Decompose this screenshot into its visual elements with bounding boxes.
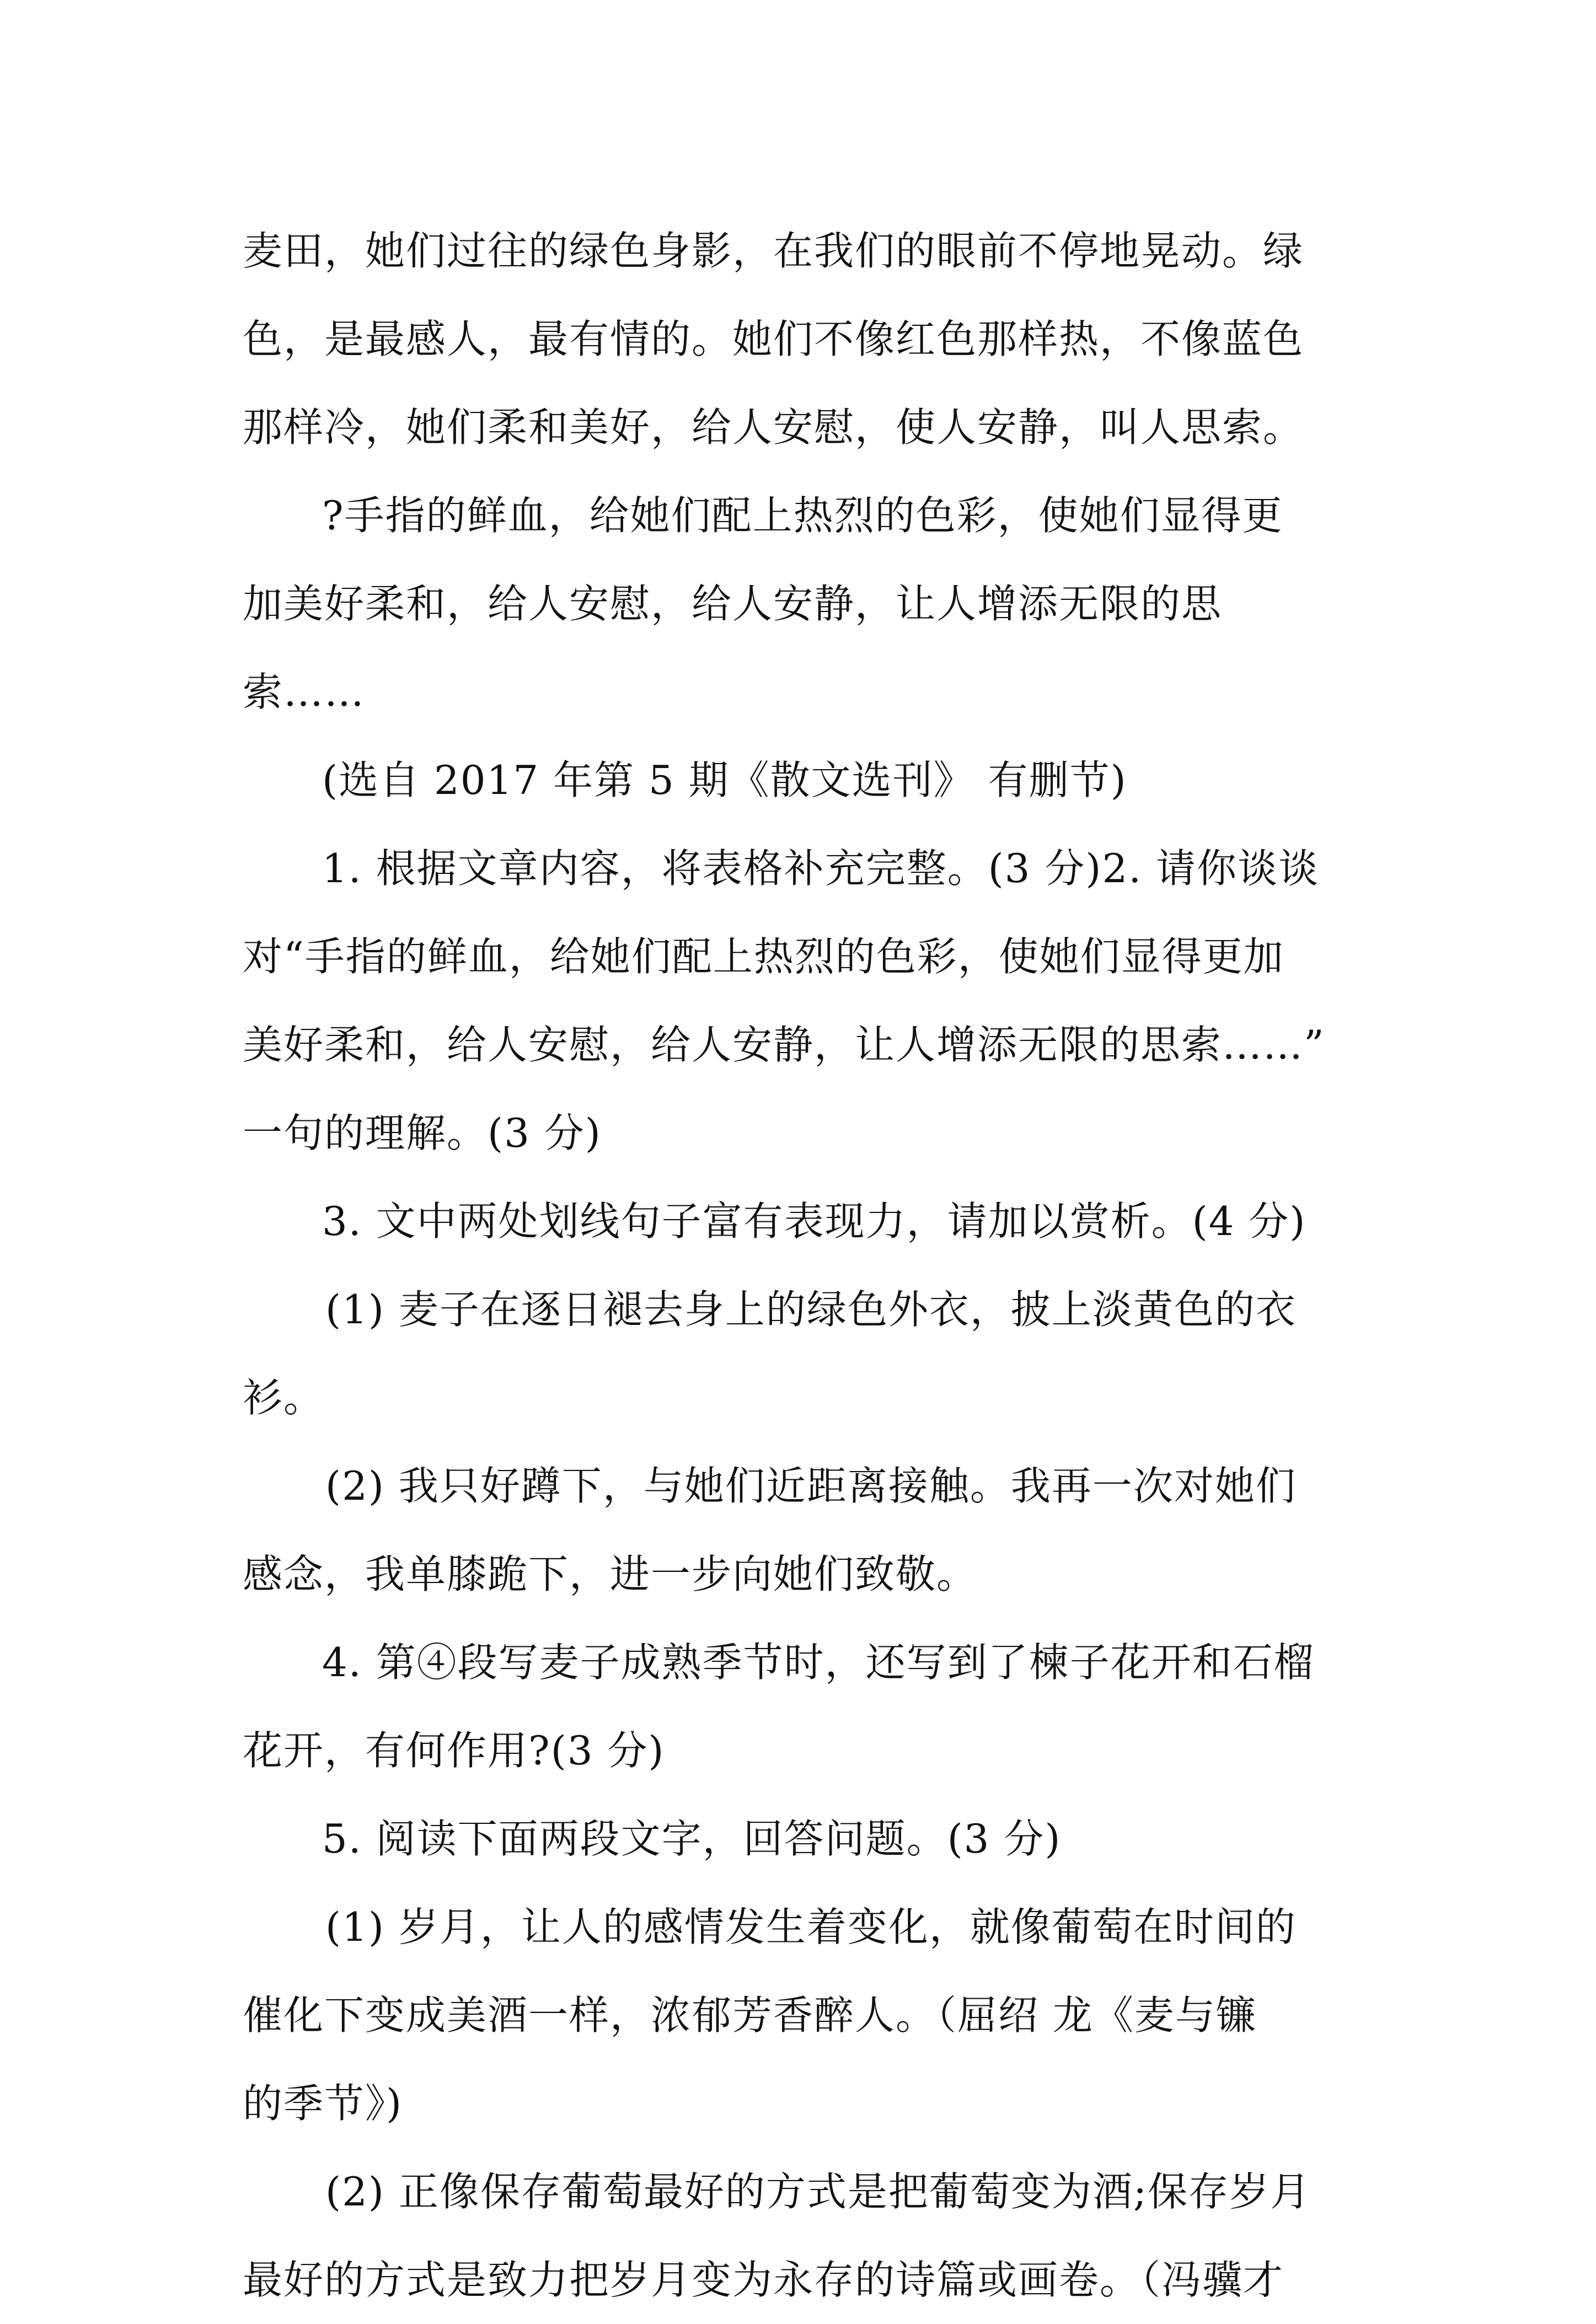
text-line-22: 的季节》) bbox=[243, 2080, 403, 2127]
text-line-21: 催化下变成美酒一样，浓郁芳香醉人。（屈绍 龙《麦与镰 bbox=[243, 1992, 1257, 2038]
text-line-4: ?手指的鲜血，给她们配上热烈的色彩，使她们显得更 bbox=[322, 492, 1283, 539]
text-line-3: 那样冷，她们柔和美好，给人安慰，使人安静，叫人思索。 bbox=[243, 404, 1304, 450]
question-5-item-1: (1) 岁月，让人的感情发生着变化，就像葡萄在时间的 bbox=[325, 1904, 1297, 1950]
text-line-16: 感念，我单膝跪下，进一步向她们致敬。 bbox=[243, 1551, 978, 1597]
question-5-item-2: (2) 正像保存葡萄最好的方式是把葡萄变为酒;保存岁月 bbox=[325, 2169, 1311, 2215]
body-text bbox=[243, 207, 1368, 2324]
question-5: 5. 阅读下面两段文字，回答问题。(3 分) bbox=[322, 1816, 1062, 1862]
question-1-2: 1. 根据文章内容，将表格补充完整。(3 分)2. 请你谈谈 bbox=[322, 845, 1320, 892]
text-line-18: 花开，有何作用?(3 分) bbox=[243, 1727, 665, 1774]
question-4: 4. 第④段写麦子成熟季节时，还写到了楝子花开和石榴 bbox=[322, 1639, 1315, 1686]
question-3-item-2: (2) 我只好蹲下，与她们近距离接触。我再一次对她们 bbox=[325, 1463, 1297, 1509]
text-line-24: 最好的方式是致力把岁月变为永存的诗篇或画卷。（冯骥才 bbox=[243, 2257, 1284, 2303]
text-line-5: 加美好柔和，给人安慰，给人安静，让人增添无限的思 bbox=[243, 581, 1223, 627]
text-line-9: 对“手指的鲜血，给她们配上热烈的色彩，使她们显得更加 bbox=[243, 933, 1284, 980]
text-line-2: 色，是最感人，最有情的。她们不像红色那样热，不像蓝色 bbox=[243, 316, 1304, 362]
text-line-11: 一句的理解。(3 分) bbox=[243, 1110, 602, 1156]
question-3-item-1: (1) 麦子在逐日褪去身上的绿色外衣，披上淡黄色的衣 bbox=[325, 1286, 1297, 1333]
text-line-1: 麦田，她们过往的绿色身影，在我们的眼前不停地晃动。绿 bbox=[243, 228, 1304, 274]
text-line-10: 美好柔和，给人安慰，给人安静，让人增添无限的思索……” bbox=[243, 1022, 1325, 1068]
text-line-6: 索…… bbox=[243, 669, 366, 715]
question-3: 3. 文中两处划线句子富有表现力，请加以赏析。(4 分) bbox=[322, 1198, 1306, 1244]
source-citation: (选自 2017 年第 5 期《散文选刊》 有删节) bbox=[322, 757, 1127, 803]
text-line-14: 衫。 bbox=[243, 1375, 325, 1421]
